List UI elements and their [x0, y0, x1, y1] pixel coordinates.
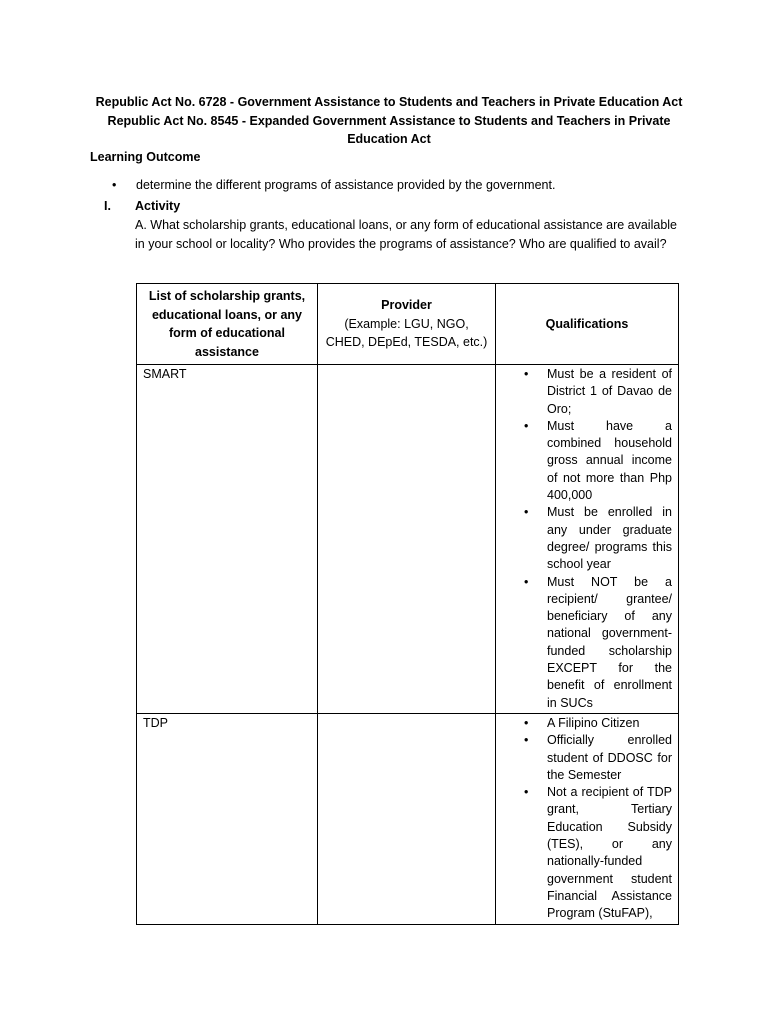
- learning-outcome-heading: Learning Outcome: [90, 150, 201, 164]
- header-provider: [318, 284, 496, 365]
- provider-cell[interactable]: [318, 365, 496, 714]
- qualifications-cell: [496, 365, 679, 714]
- table-row: [137, 713, 679, 924]
- learning-outcome-text: determine the different programs of assistance provided by the government.: [136, 178, 556, 192]
- document-title: [90, 93, 688, 149]
- qualifications-cell: [496, 713, 679, 924]
- bullet-icon: •: [524, 715, 529, 730]
- assistance-table: [136, 283, 679, 925]
- header-programs: List of scholarship grants, educational loans, or any form of educational assistance: [137, 284, 318, 365]
- bullet-icon: •: [524, 418, 529, 433]
- header-provider-example: (Example: LGU, NGO, CHED, DEpEd, TESDA, etc.): [325, 316, 488, 350]
- bullet-icon: •: [524, 574, 529, 589]
- qualification-item: • Not a recipient of TDP grant, Tertiary Education Subsidy (TES), or any nationally-funded government student Financial Assistance Program (StuFAP),: [524, 785, 672, 921]
- qualification-item: • Must be enrolled in any under graduate degree/ programs this school year: [524, 505, 672, 572]
- bullet-icon: •: [524, 785, 529, 800]
- qualification-item: • Must have a combined household gross annual income of not more than Php 400,000: [524, 418, 672, 503]
- header-qualifications: Qualifications: [496, 284, 679, 365]
- qualification-item: • Must NOT be a recipient/ grantee/ beneficiary of any national government-funded scholarship EXCEPT for the benefit of enrollment in SUCs: [524, 574, 672, 710]
- table-row: [137, 365, 679, 714]
- header-provider-label: Provider: [381, 298, 432, 313]
- qualification-item: • Officially enrolled student of DDOSC for the Semester: [524, 733, 672, 782]
- qualification-item: • A Filipino Citizen: [502, 715, 672, 732]
- activity-number: I.: [104, 199, 111, 213]
- bullet-icon: •: [524, 367, 529, 381]
- title-line-3: Education Act: [347, 132, 431, 146]
- activity-question: A. What scholarship grants, educational loans, or any form of educational assistance are available in your school or locality? Who provides the programs of assistance? Who are qualified to avail?: [135, 218, 677, 251]
- title-line-1: Republic Act No. 6728 - Government Assistance to Students and Teachers in Private Education Act: [95, 95, 683, 109]
- qualification-item: • Must be a resident of District 1 of Davao de Oro;: [524, 367, 672, 416]
- table-header-row: [137, 284, 679, 365]
- program-name: TDP: [137, 713, 318, 924]
- bullet-icon: •: [112, 178, 117, 192]
- bullet-icon: •: [524, 733, 529, 748]
- bullet-icon: •: [524, 505, 529, 520]
- activity-heading: Activity: [135, 199, 181, 213]
- provider-cell[interactable]: [318, 713, 496, 924]
- title-line-2: Republic Act No. 8545 - Expanded Government Assistance to Students and Teachers in Private: [107, 113, 671, 128]
- program-name: SMART: [137, 365, 318, 714]
